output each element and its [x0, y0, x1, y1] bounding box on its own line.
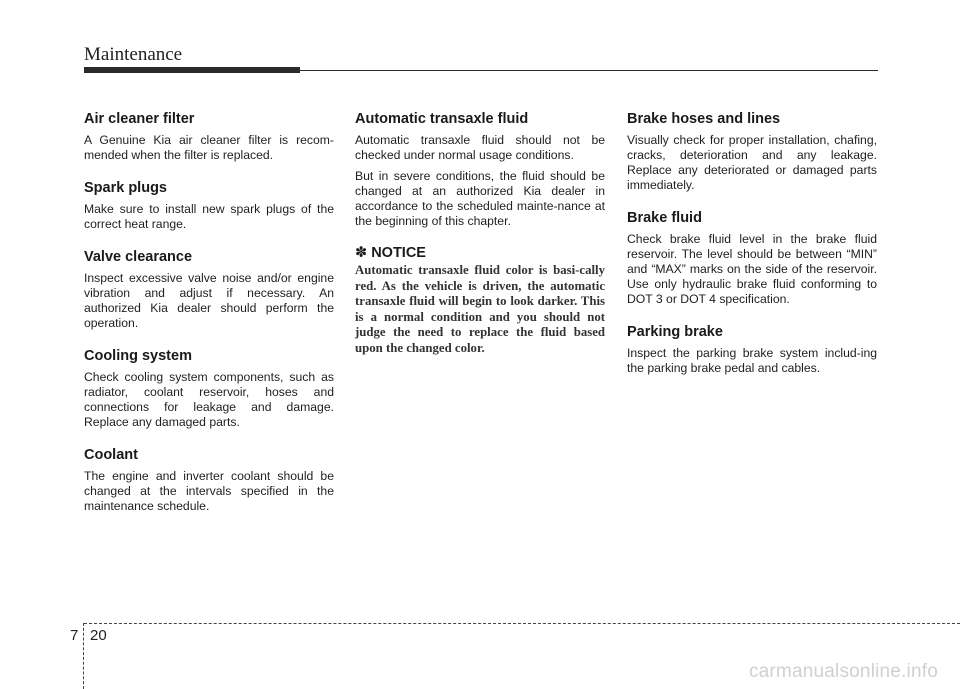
section-air-cleaner-filter: [84, 110, 334, 163]
text-brake-fluid: Check brake fluid level in the brake fluid reservoir. The level should be between “MIN” and “MAX” marks on the side of the reservoir. Use only hydraulic brake fluid conforming to DOT 3 or DOT 4 specification.: [627, 232, 877, 306]
heading-spark-plugs: Spark plugs: [84, 180, 167, 196]
header-rule: [300, 70, 878, 71]
section-spark-plugs: [84, 179, 334, 232]
heading-cooling-system: Cooling system: [84, 348, 192, 364]
notice-star-icon: ✽: [355, 245, 368, 261]
text-air-cleaner-filter: A Genuine Kia air cleaner filter is recom-mended when the filter is replaced.: [84, 133, 334, 162]
footer-dashed-divider: [83, 623, 84, 689]
column-right: [627, 110, 877, 392]
column-left: [84, 110, 334, 530]
watermark-text: carmanualsonline.info: [748, 661, 938, 682]
text-transaxle-normal: Automatic transaxle fluid should not be checked under normal usage conditions.: [355, 133, 605, 162]
section-coolant: [84, 446, 334, 514]
heading-parking-brake: Parking brake: [627, 324, 723, 340]
notice-heading: [355, 245, 605, 261]
heading-brake-hoses: Brake hoses and lines: [627, 111, 781, 127]
text-valve-clearance: Inspect excessive valve noise and/or engine vibration and adjust if necessary. An authorized Kia dealer should perform the operation.: [84, 271, 334, 330]
notice-text: Automatic transaxle fluid color is basi-cally red. As the vehicle is driven, the automatic transaxle fluid will begin to look darker. This is a normal condition and you should not judge the need to replace the fluid based upon the changed color.: [355, 263, 605, 355]
section-automatic-transaxle-fluid: [355, 110, 605, 229]
heading-air-cleaner-filter: Air cleaner filter: [84, 111, 195, 127]
page-number: 20: [90, 627, 107, 644]
page-header-title: Maintenance: [84, 44, 183, 65]
section-cooling-system: [84, 347, 334, 430]
text-brake-hoses: Visually check for proper installation, chafing, cracks, deterioration and any leakage. Replace any deteriorated or damaged parts immediately.: [627, 133, 877, 192]
heading-coolant: Coolant: [84, 447, 138, 463]
column-middle: [355, 110, 605, 356]
text-parking-brake: Inspect the parking brake system includ-ing the parking brake pedal and cables.: [627, 346, 877, 375]
heading-automatic-transaxle-fluid: Automatic transaxle fluid: [355, 111, 529, 127]
notice-title: NOTICE: [371, 245, 426, 261]
text-coolant: The engine and inverter coolant should be changed at the intervals specified in the maintenance schedule.: [84, 469, 334, 513]
text-cooling-system: Check cooling system components, such as radiator, coolant reservoir, hoses and connections for leakage and damage. Replace any damaged parts.: [84, 370, 334, 429]
section-valve-clearance: [84, 248, 334, 331]
section-brake-hoses: [627, 110, 877, 193]
heading-brake-fluid: Brake fluid: [627, 210, 702, 226]
header-bar: [84, 67, 300, 73]
chapter-number: 7: [70, 627, 79, 644]
footer-dashed-rule: [84, 623, 960, 624]
text-transaxle-severe: But in severe conditions, the fluid should be changed at an authorized Kia dealer in accordance to the scheduled mainte-nance at the beginning of this chapter.: [355, 169, 605, 228]
section-brake-fluid: [627, 209, 877, 307]
section-parking-brake: [627, 323, 877, 376]
text-spark-plugs: Make sure to install new spark plugs of the correct heat range.: [84, 202, 334, 231]
heading-valve-clearance: Valve clearance: [84, 249, 193, 265]
